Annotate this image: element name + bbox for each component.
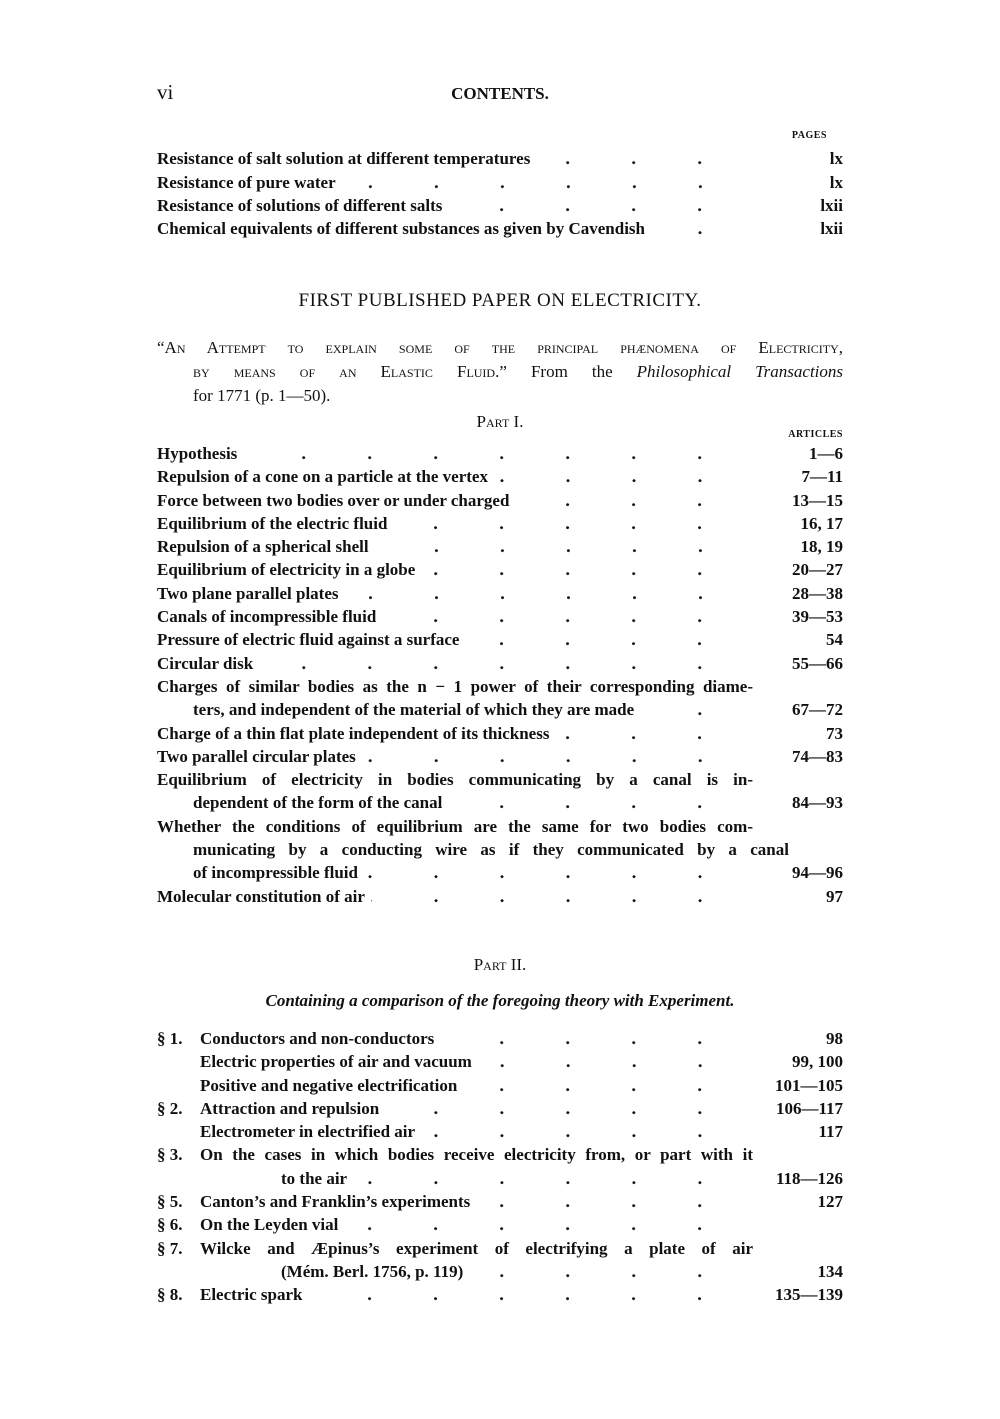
leader-dots bbox=[375, 535, 753, 558]
leader-dots bbox=[640, 698, 753, 721]
entry-reference: 118—126 bbox=[775, 1168, 843, 1188]
entry-reference: 20—27 bbox=[792, 560, 843, 580]
section-number: § 5. bbox=[157, 1192, 183, 1212]
entry-title: Wilcke and Æpinus’s experiment of electrifying a plate of air bbox=[200, 1238, 753, 1258]
leader-dots bbox=[476, 1190, 753, 1213]
entry-title: Canals of incompressible fluid bbox=[157, 607, 377, 627]
entry-reference: 28—38 bbox=[792, 583, 843, 603]
entry-reference: 97 bbox=[826, 886, 843, 906]
entry-title: ters, and independent of the material of which they are made bbox=[193, 700, 635, 720]
entry-reference: lx bbox=[829, 172, 843, 192]
entry-reference: 98 bbox=[826, 1029, 843, 1048]
leader-dots bbox=[362, 745, 753, 768]
entry-title: Attraction and repulsion bbox=[200, 1098, 380, 1118]
leader-dots bbox=[421, 1120, 753, 1143]
entry-reference: 117 bbox=[818, 1122, 843, 1142]
entry-reference: 135—139 bbox=[775, 1285, 843, 1305]
leader-dots bbox=[465, 628, 753, 651]
entry-title: Pressure of electric fluid against a surface bbox=[157, 630, 460, 650]
toc-entry bbox=[157, 1190, 843, 1213]
toc-entry bbox=[157, 1027, 843, 1050]
entry-reference: 18, 19 bbox=[800, 537, 843, 557]
toc-entry-continuation bbox=[157, 698, 843, 721]
toc-entry bbox=[157, 1097, 843, 1120]
toc-entry bbox=[157, 194, 843, 217]
toc-entry bbox=[157, 217, 843, 240]
entry-title: Conductors and non-conductors bbox=[200, 1029, 435, 1048]
entry-title: of incompressible fluid bbox=[193, 863, 358, 883]
toc-entry bbox=[157, 722, 843, 745]
entry-reference: 134 bbox=[817, 1261, 843, 1281]
entry-title: Resistance of salt solution at different temperatures bbox=[157, 149, 531, 169]
leader-dots bbox=[494, 465, 753, 488]
toc-entry bbox=[157, 745, 843, 768]
section-number: § 3. bbox=[157, 1145, 183, 1165]
part-2-subtitle: Containing a comparison of the foregoing theory with Experiment. bbox=[265, 991, 735, 1010]
intro-contents bbox=[157, 124, 843, 240]
toc-entry bbox=[157, 1120, 843, 1143]
toc-entry-continuation bbox=[157, 838, 843, 861]
entry-title: Charges of similar bodies as the n − 1 power of their corresponding diame- bbox=[157, 676, 753, 696]
entry-title: On the Leyden vial bbox=[200, 1215, 339, 1235]
toc-entry-continuation bbox=[157, 861, 843, 884]
pages-column-head: PAGES bbox=[791, 130, 827, 141]
entry-reference: 16, 17 bbox=[800, 513, 843, 533]
toc-entry bbox=[157, 535, 843, 558]
leader-dots bbox=[385, 1097, 753, 1120]
toc-entry bbox=[157, 652, 843, 675]
toc-entry bbox=[157, 582, 843, 605]
entry-title: dependent of the form of the canal bbox=[193, 793, 443, 813]
toc-entry bbox=[157, 465, 843, 488]
leader-dots bbox=[345, 582, 754, 605]
toc-entry bbox=[157, 558, 843, 581]
leader-dots bbox=[536, 147, 753, 170]
toc-entry bbox=[157, 1050, 843, 1073]
entry-reference: 106—117 bbox=[775, 1098, 843, 1118]
leader-dots bbox=[448, 194, 753, 217]
entry-reference: 74—83 bbox=[792, 746, 843, 766]
entry-title: On the cases in which bodies receive electricity from, or part with it bbox=[200, 1145, 753, 1165]
paper-citation bbox=[157, 336, 843, 408]
leader-dots bbox=[342, 171, 753, 194]
leader-dots bbox=[353, 1167, 753, 1190]
articles-column-head: ARTICLES bbox=[788, 429, 843, 440]
entry-reference: 99, 100 bbox=[792, 1052, 843, 1072]
entry-title: Two parallel circular plates bbox=[157, 746, 356, 766]
leader-dots bbox=[243, 442, 753, 465]
leader-dots bbox=[448, 791, 753, 814]
citation-line-2: by means of an Elastic Fluid.” bbox=[193, 362, 507, 381]
toc-entry bbox=[157, 1237, 843, 1260]
entry-title: Equilibrium of electricity in a globe bbox=[157, 560, 416, 580]
part-2-heading: Part II. bbox=[473, 955, 527, 974]
entry-reference: 101—105 bbox=[775, 1075, 843, 1095]
toc-entry bbox=[157, 442, 843, 465]
toc-entry bbox=[157, 1283, 843, 1306]
section-number: § 6. bbox=[157, 1215, 183, 1235]
entry-reference: 127 bbox=[817, 1192, 843, 1212]
entry-reference: lx bbox=[829, 149, 843, 169]
entry-title: (Mém. Berl. 1756, p. 119) bbox=[281, 1261, 464, 1281]
entry-reference: 84—93 bbox=[792, 793, 843, 813]
entry-reference: 7—11 bbox=[801, 467, 843, 487]
toc-entry bbox=[157, 1143, 843, 1166]
toc-entry bbox=[157, 885, 843, 908]
section-number: § 2. bbox=[157, 1098, 183, 1118]
entry-reference: 67—72 bbox=[792, 700, 843, 720]
entry-reference: 1—6 bbox=[809, 444, 843, 463]
leader-dots bbox=[259, 652, 753, 675]
entry-title: Electric properties of air and vacuum bbox=[200, 1052, 472, 1072]
toc-entry-continuation bbox=[157, 1260, 843, 1283]
toc-entry bbox=[157, 628, 843, 651]
leader-dots bbox=[421, 558, 753, 581]
leader-dots bbox=[463, 1074, 753, 1097]
leader-dots bbox=[344, 1213, 753, 1236]
entry-title: Charge of a thin flat plate independent of its thickness bbox=[157, 723, 550, 743]
entry-title: Positive and negative electrification bbox=[200, 1075, 458, 1095]
section-number: § 7. bbox=[157, 1238, 183, 1258]
entry-reference: 13—15 bbox=[792, 490, 843, 510]
journal-name: Philosophical Transactions bbox=[636, 362, 844, 381]
entry-title: Equilibrium of electricity in bodies communicating by a canal is in- bbox=[157, 770, 753, 790]
citation-line-3: for 1771 (p. 1—50). bbox=[193, 386, 331, 405]
toc-entry bbox=[157, 1213, 843, 1236]
entry-title: Chemical equivalents of different substances as given by Cavendish bbox=[157, 219, 645, 239]
entry-title: municating by a conducting wire as if they communicated by a canal bbox=[193, 840, 789, 860]
entry-title: Hypothesis bbox=[157, 444, 238, 463]
leader-dots bbox=[478, 1050, 753, 1073]
leader-dots bbox=[555, 722, 753, 745]
toc-entry bbox=[157, 489, 843, 512]
toc-entry bbox=[157, 815, 843, 838]
toc-entry-continuation bbox=[157, 1167, 843, 1190]
citation-from: From the bbox=[506, 362, 637, 381]
leader-dots bbox=[308, 1283, 753, 1306]
entry-reference: 55—66 bbox=[792, 653, 843, 673]
leader-dots bbox=[371, 885, 753, 908]
leader-dots bbox=[364, 861, 753, 884]
section-number: § 1. bbox=[157, 1029, 183, 1048]
toc-entry bbox=[157, 512, 843, 535]
citation-line-1: “An Attempt to explain some of the principal phænomena of Electricity, bbox=[157, 338, 843, 357]
section-title: FIRST PUBLISHED PAPER ON ELECTRICITY. bbox=[298, 290, 702, 311]
part-1-contents bbox=[157, 428, 843, 908]
leader-dots bbox=[382, 605, 753, 628]
entry-title: Repulsion of a cone on a particle at the vertex bbox=[157, 467, 488, 487]
entry-reference: lxii bbox=[820, 195, 843, 215]
entry-title: Equilibrium of the electric fluid bbox=[157, 513, 388, 533]
entry-reference: 73 bbox=[826, 723, 843, 743]
entry-title: Force between two bodies over or under charged bbox=[157, 490, 510, 510]
entry-title: Electric spark bbox=[200, 1285, 303, 1305]
entry-reference: lxii bbox=[820, 219, 843, 239]
toc-entry bbox=[157, 171, 843, 194]
entry-title: Whether the conditions of equilibrium are the same for two bodies com- bbox=[157, 816, 753, 836]
toc-entry bbox=[157, 1074, 843, 1097]
toc-entry bbox=[157, 675, 843, 698]
entry-reference: 39—53 bbox=[792, 607, 843, 627]
entry-reference: 94—96 bbox=[792, 863, 843, 883]
leader-dots bbox=[651, 217, 753, 240]
toc-entry-continuation bbox=[157, 791, 843, 814]
entry-title: Electrometer in electrified air bbox=[200, 1122, 416, 1142]
entry-title: Two plane parallel plates bbox=[157, 583, 339, 603]
entry-title: Repulsion of a spherical shell bbox=[157, 537, 369, 557]
toc-entry bbox=[157, 768, 843, 791]
toc-entry bbox=[157, 147, 843, 170]
leader-dots bbox=[469, 1260, 753, 1283]
leader-dots bbox=[440, 1027, 753, 1050]
entry-title: Resistance of pure water bbox=[157, 172, 336, 192]
entry-title: Canton’s and Franklin’s experiments bbox=[200, 1192, 471, 1212]
toc-entry bbox=[157, 605, 843, 628]
leader-dots bbox=[393, 512, 753, 535]
entry-title: to the air bbox=[281, 1168, 348, 1188]
running-head: CONTENTS. bbox=[451, 84, 549, 103]
section-number: § 8. bbox=[157, 1285, 183, 1305]
part-2-contents bbox=[157, 1027, 843, 1307]
entry-title: Circular disk bbox=[157, 653, 254, 673]
entry-reference: 54 bbox=[826, 630, 843, 650]
entry-title: Molecular constitution of air bbox=[157, 886, 365, 906]
page-number: vi bbox=[157, 80, 174, 104]
leader-dots bbox=[515, 489, 753, 512]
entry-title: Resistance of solutions of different salts bbox=[157, 195, 443, 215]
part-1-heading: Part I. bbox=[476, 412, 524, 431]
